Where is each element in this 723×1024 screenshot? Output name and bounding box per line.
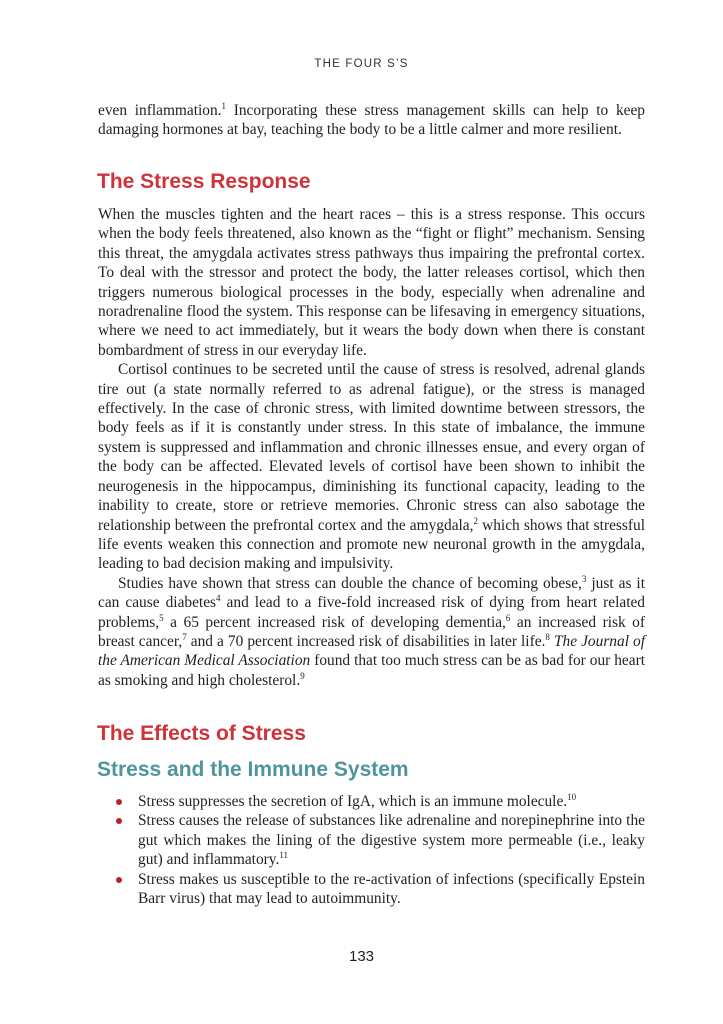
paragraph-text: an increased risk of breast cancer, xyxy=(98,613,645,650)
stress-response-body xyxy=(98,205,645,690)
page-number: 133 xyxy=(348,948,375,965)
running-head: THE FOUR S’S xyxy=(314,58,409,70)
intro-text: even inflammation. xyxy=(98,102,222,119)
subheading-immune-system: Stress and the Immune System xyxy=(97,758,409,781)
paragraph-text: and lead to a five-fold increased risk of dying from heart related problems, xyxy=(98,594,645,631)
intro-paragraph xyxy=(98,101,645,140)
list-item xyxy=(115,870,645,909)
bullet-icon xyxy=(116,799,122,805)
paragraph-text: and a 70 percent increased risk of disabilities in later life. xyxy=(186,632,546,650)
footnote-ref[interactable]: 7 xyxy=(182,631,187,642)
journal-title: The Journal of the American Medical Association xyxy=(98,632,645,670)
section-heading-effects-of-stress: The Effects of Stress xyxy=(97,722,306,745)
footnote-ref[interactable]: 3 xyxy=(581,573,587,584)
footnote-ref[interactable]: 11 xyxy=(279,850,288,861)
list-item-text: Stress causes the release of substances like adrenaline and norepinephrine into the gut which makes the lining of the digestive system more permeable (i.e., leaky gut) and inflammatory. xyxy=(138,812,645,869)
paragraph-text: found that too much stress can be as bad for our heart as smoking and high cholesterol. xyxy=(98,652,645,689)
list-item xyxy=(115,811,645,869)
section-heading-stress-response: The Stress Response xyxy=(97,170,311,193)
list-item xyxy=(115,792,645,811)
paragraph-text: just as it can cause diabetes xyxy=(98,574,645,612)
footnote-ref[interactable]: 1 xyxy=(221,100,227,111)
paragraph-text: Cortisol continues to be secreted until the cause of stress is resolved, adrenal glands tire out (a state normally referred to as adrenal fatigue), or the stress is managed effectively. In the case of chronic stress, with limited downtime between stressors, the body feels as if it is constantly under stress. In this state of imbalance, the immune system is suppressed and inflammation and chronic illnesses ensue, and every organ of the body can be affected. Elevated levels of cortisol have been shown to inhibit the neurogenesis in the hippocampus, diminishing its functional capacity, leading to the inability to create, store or retrieve memories. Chronic stress can also sabotage the relationship between the prefrontal cortex and the amygdala, xyxy=(98,361,645,534)
bullet-icon xyxy=(116,877,122,883)
paragraph xyxy=(98,574,645,690)
paragraph-text: Studies have shown that stress can double the chance of becoming obese, xyxy=(118,574,582,592)
intro-text: Incorporating these stress management skills can help to keep damaging hormones at bay, teaching the body to be a little calmer and more resilient. xyxy=(98,102,645,139)
footnote-ref[interactable]: 6 xyxy=(505,612,511,623)
immune-effects-list xyxy=(115,792,645,908)
paragraph-text: a 65 percent increased risk of developing dementia, xyxy=(163,613,506,631)
footnote-ref[interactable]: 8 xyxy=(545,631,550,642)
footnote-ref[interactable]: 4 xyxy=(216,593,221,603)
footnote-ref[interactable]: 2 xyxy=(473,515,478,526)
list-item-text: Stress suppresses the secretion of IgA, which is an immune molecule. xyxy=(138,793,568,810)
paragraph xyxy=(98,360,645,573)
footnote-ref[interactable]: 9 xyxy=(300,670,305,681)
footnote-ref[interactable]: 10 xyxy=(567,791,577,802)
bullet-icon xyxy=(116,818,122,824)
paragraph-text: which shows that stressful life events weaken this connection and promote new neuronal growth in the amygdala, leading to bad decision making and impulsivity. xyxy=(98,516,645,573)
paragraph: When the muscles tighten and the heart races – this is a stress response. This occurs when the body feels threatened, also known as the “fight or flight” mechanism. Sensing this threat, the amygdala activates stress pathways thus impairing the prefrontal cortex. To deal with the stressor and protect the body, the latter releases cortisol, which then triggers numerous biological processes in the body, especially when adrenaline and noradrenaline flood the system. This response can be lifesaving in emergency situations, where we need to act immediately, but it wears the body down when there is constant bombardment of stress in our everyday life. xyxy=(98,206,645,359)
footnote-ref[interactable]: 5 xyxy=(159,612,164,623)
list-item-text: Stress makes us susceptible to the re-activation of infections (specifically Epstein Barr virus) that may lead to autoimmunity. xyxy=(138,870,645,908)
